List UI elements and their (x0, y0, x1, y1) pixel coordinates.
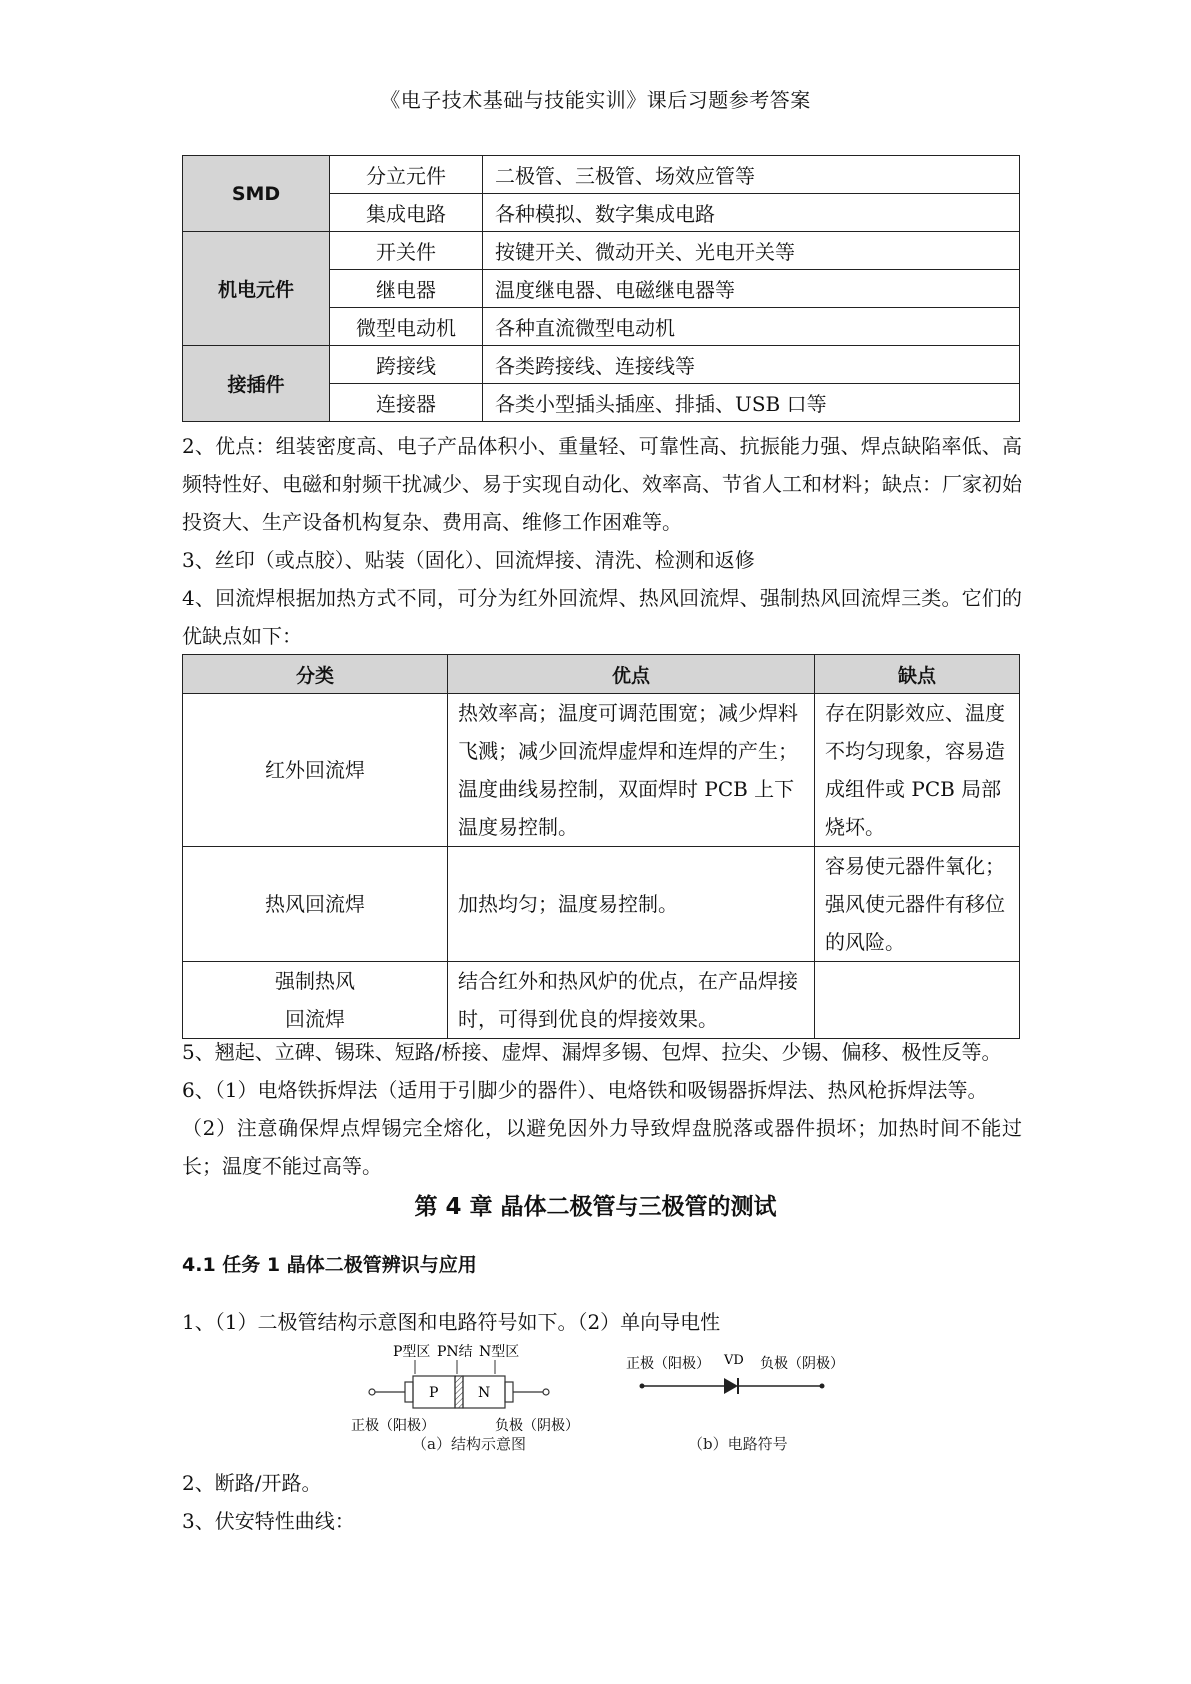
page-header: 《电子技术基础与技能实训》课后习题参考答案 (380, 88, 811, 112)
figure-b-caption: （b）电路符号 (688, 1435, 788, 1453)
answer-6-part2: （2）注意确保焊点焊锡完全熔化，以避免因外力导致焊盘脱落或器件损坏；加热时间不能过长；温度不能过高等。 (182, 1116, 1022, 1178)
diode-symbol-figure (622, 1348, 862, 1398)
n-letter: N (478, 1385, 491, 1401)
table-row (183, 232, 1020, 270)
table-row (183, 962, 1020, 1039)
cathode-terminal (543, 1389, 549, 1395)
figure-a-caption: （a）结构示意图 (412, 1435, 526, 1453)
pros-cell: 热效率高；温度可调范围宽；减少焊料飞溅；减少回流焊虚焊和连焊的产生；温度曲线易控制，双面焊时 PCB 上下温度易控制。 (448, 694, 815, 847)
subcategory-cell: 分立元件 (330, 156, 483, 194)
description-cell: 各类跨接线、连接线等 (483, 346, 1020, 384)
category-cell: 接插件 (183, 346, 330, 422)
subcategory-cell: 开关件 (330, 232, 483, 270)
description-cell: 温度继电器、电磁继电器等 (483, 270, 1020, 308)
p-letter: P (429, 1385, 439, 1401)
column-header: 分类 (183, 655, 448, 694)
subcategory-cell: 继电器 (330, 270, 483, 308)
pn-junction-label: PN结 (437, 1344, 473, 1360)
answer-4: 4、回流焊根据加热方式不同，可分为红外回流焊、热风回流焊、强制热风回流焊三类。它们的优缺点如下： (182, 586, 1022, 648)
category-cell: SMD (183, 156, 330, 232)
description-cell: 各种直流微型电动机 (483, 308, 1020, 346)
subcategory-cell: 连接器 (330, 384, 483, 422)
table-row (183, 694, 1020, 847)
table-row (183, 156, 1020, 194)
p-region-label: P型区 (393, 1344, 431, 1360)
column-header: 优点 (448, 655, 815, 694)
type-cell: 热风回流焊 (183, 847, 448, 962)
reflow-comparison-table (182, 654, 1020, 1039)
type-cell: 红外回流焊 (183, 694, 448, 847)
answer-6-part1: 6、（1）电烙铁拆焊法（适用于引脚少的器件）、电烙铁和吸锡器拆焊法、热风枪拆焊法等。 (182, 1078, 988, 1102)
subcategory-cell: 微型电动机 (330, 308, 483, 346)
question-1-answer: 1、（1）二极管结构示意图和电路符号如下。（2）单向导电性 (182, 1310, 721, 1334)
type-line: 回流焊 (285, 1007, 345, 1031)
column-header: 缺点 (815, 655, 1020, 694)
cons-cell: 容易使元器件氧化；强风使元器件有移位的风险。 (815, 847, 1020, 962)
cons-cell (815, 962, 1020, 1039)
question-2-answer: 2、断路/开路。 (182, 1471, 322, 1495)
chapter-title: 第 4 章 晶体二极管与三极管的测试 (414, 1194, 777, 1220)
pros-cell: 加热均匀；温度易控制。 (448, 847, 815, 962)
type-line: 强制热风 (275, 969, 355, 993)
description-cell: 各类小型插头插座、排插、USB 口等 (483, 384, 1020, 422)
answer-3: 3、丝印（或点胶）、贴装（固化）、回流焊接、清洗、检测和返修 (182, 548, 755, 572)
cons-cell: 存在阴影效应、温度不均匀现象，容易造成组件或 PCB 局部烧坏。 (815, 694, 1020, 847)
vd-label: VD (724, 1353, 744, 1368)
cathode-label: 负极（阴极） (495, 1418, 579, 1434)
description-cell: 二极管、三极管、场效应管等 (483, 156, 1020, 194)
answer-5: 5、翘起、立碑、锡珠、短路/桥接、虚焊、漏焊多锡、包焊、拉尖、少锡、偏移、极性反等。 (182, 1040, 1002, 1064)
category-cell: 机电元件 (183, 232, 330, 346)
pn-junction-block (455, 1376, 463, 1408)
table-header-row (183, 655, 1020, 694)
n-region-label: N型区 (479, 1344, 520, 1360)
description-cell: 各种模拟、数字集成电路 (483, 194, 1020, 232)
symbol-anode-label: 正极（阳极） (626, 1356, 710, 1372)
symbol-cathode-label: 负极（阴极） (760, 1356, 844, 1372)
table-row (183, 346, 1020, 384)
anode-label: 正极（阳极） (351, 1418, 435, 1434)
type-cell (183, 962, 448, 1039)
question-3-answer: 3、伏安特性曲线： (182, 1509, 355, 1533)
table-row (183, 847, 1020, 962)
pros-cell: 结合红外和热风炉的优点，在产品焊接时，可得到优良的焊接效果。 (448, 962, 815, 1039)
subcategory-cell: 跨接线 (330, 346, 483, 384)
component-table (182, 155, 1020, 422)
answer-2: 2、优点：组装密度高、电子产品体积小、重量轻、可靠性高、抗振能力强、焊点缺陷率低、高频特性好、电磁和射频干扰减少、易于实现自动化、效率高、节省人工和材料；缺点：厂家初始投资大、生产设备机构复杂、费用高、维修工作困难等。 (182, 434, 1022, 534)
subcategory-cell: 集成电路 (330, 194, 483, 232)
anode-terminal (369, 1389, 375, 1395)
diode-triangle-icon (724, 1378, 738, 1394)
description-cell: 按键开关、微动开关、光电开关等 (483, 232, 1020, 270)
section-title: 4.1 任务 1 晶体二极管辨识与应用 (182, 1254, 477, 1276)
